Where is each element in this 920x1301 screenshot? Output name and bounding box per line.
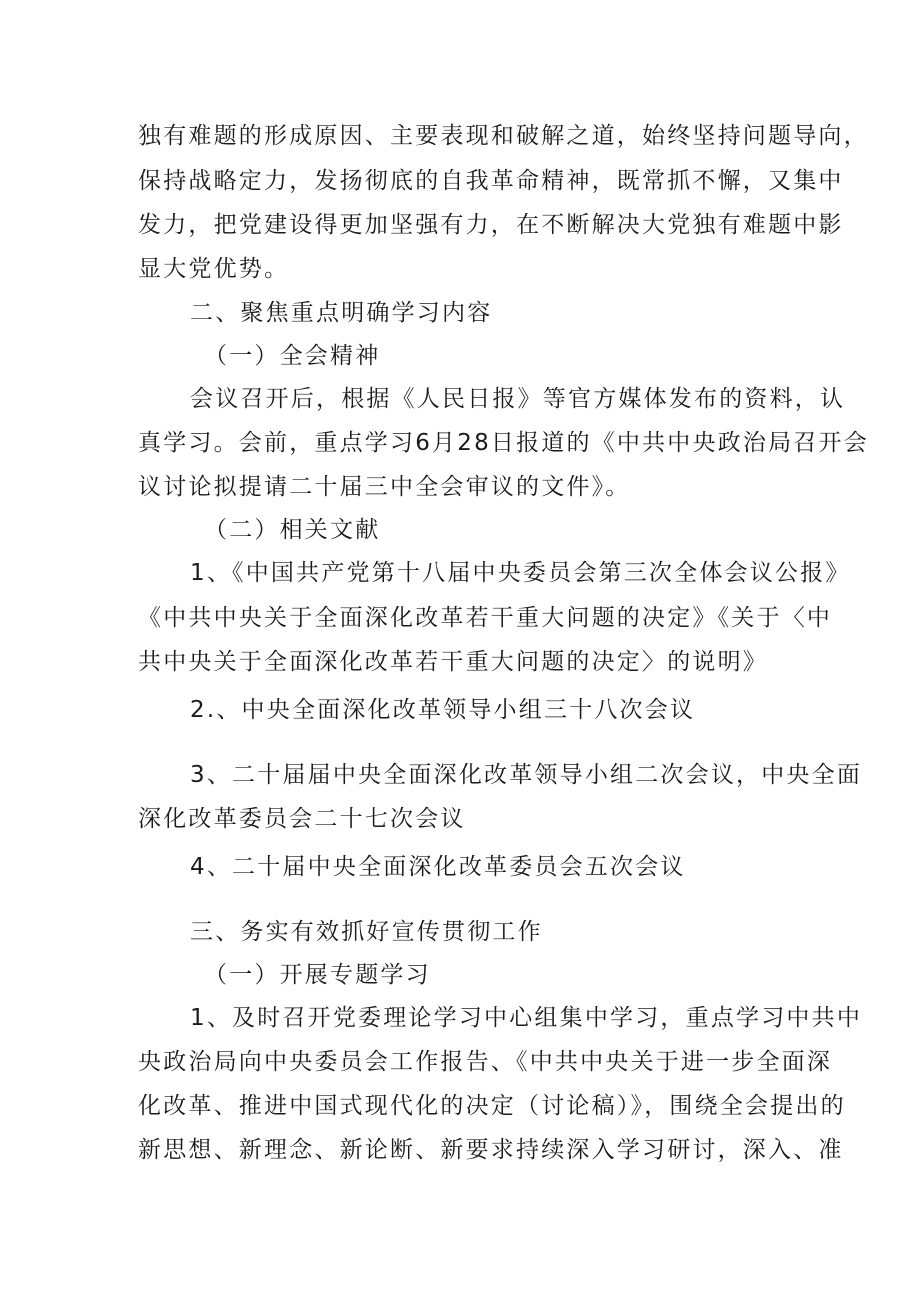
paragraph-line: 发力，把党建设得更加坚强有力，在不断解决大党独有难题中影 [138, 212, 844, 238]
list-item-line: 1、《中国共产党第十八届中央委员会第三次全体会议公报》 [190, 560, 851, 586]
list-item-line: 共中央关于全面深化改革若干重大问题的决定〉的说明》 [138, 649, 768, 675]
section-heading: 二、聚焦重点明确学习内容 [190, 300, 493, 326]
paragraph-line: 独有难题的形成原因、主要表现和破解之道，始终坚持问题导向， [138, 123, 869, 149]
subsection-heading: （二）相关文献 [204, 517, 381, 543]
list-item-line: 深化改革委员会二十七次会议 [138, 806, 466, 832]
paragraph-line: 显大党优势。 [138, 256, 290, 282]
paragraph-line: 保持战略定力，发扬彻底的自我革命精神，既常抓不懈，又集中 [138, 168, 844, 194]
paragraph-line: 化改革、推进中国式现代化的决定（讨论稿）》，围绕全会提出的 [138, 1093, 846, 1119]
list-item-line: 4、二十届中央全面深化改革委员会五次会议 [190, 854, 686, 880]
list-item-line: 2.、中央全面深化改革领导小组三十八次会议 [190, 697, 696, 723]
paragraph-line: 会议召开后，根据《人民日报》等官方媒体发布的资料，认 [190, 386, 846, 412]
paragraph-line: 1、及时召开党委理论学习中心组集中学习，重点学习中共中 [190, 1005, 863, 1031]
section-heading: 三、务实有效抓好宣传贯彻工作 [190, 919, 543, 945]
paragraph-line: 真学习。会前，重点学习6月28日报道的《中共中央政治局召开会 [138, 430, 869, 456]
paragraph-line: 新思想、新理念、新论断、新要求持续深入学习研讨，深入、准 [138, 1137, 844, 1163]
paragraph-line: 央政治局向中央委员会工作报告、《中共中央关于进一步全面深 [138, 1049, 833, 1075]
subsection-heading: （一）开展专题学习 [204, 962, 431, 988]
list-item-line: 《中共中央关于全面深化改革若干重大问题的决定》《关于〈中 [138, 605, 833, 631]
paragraph-line: 议讨论拟提请二十届三中全会审议的文件》。 [138, 474, 631, 500]
subsection-heading: （一）全会精神 [204, 343, 381, 369]
list-item-line: 3、二十届届中央全面深化改革领导小组二次会议，中央全面 [190, 762, 863, 788]
